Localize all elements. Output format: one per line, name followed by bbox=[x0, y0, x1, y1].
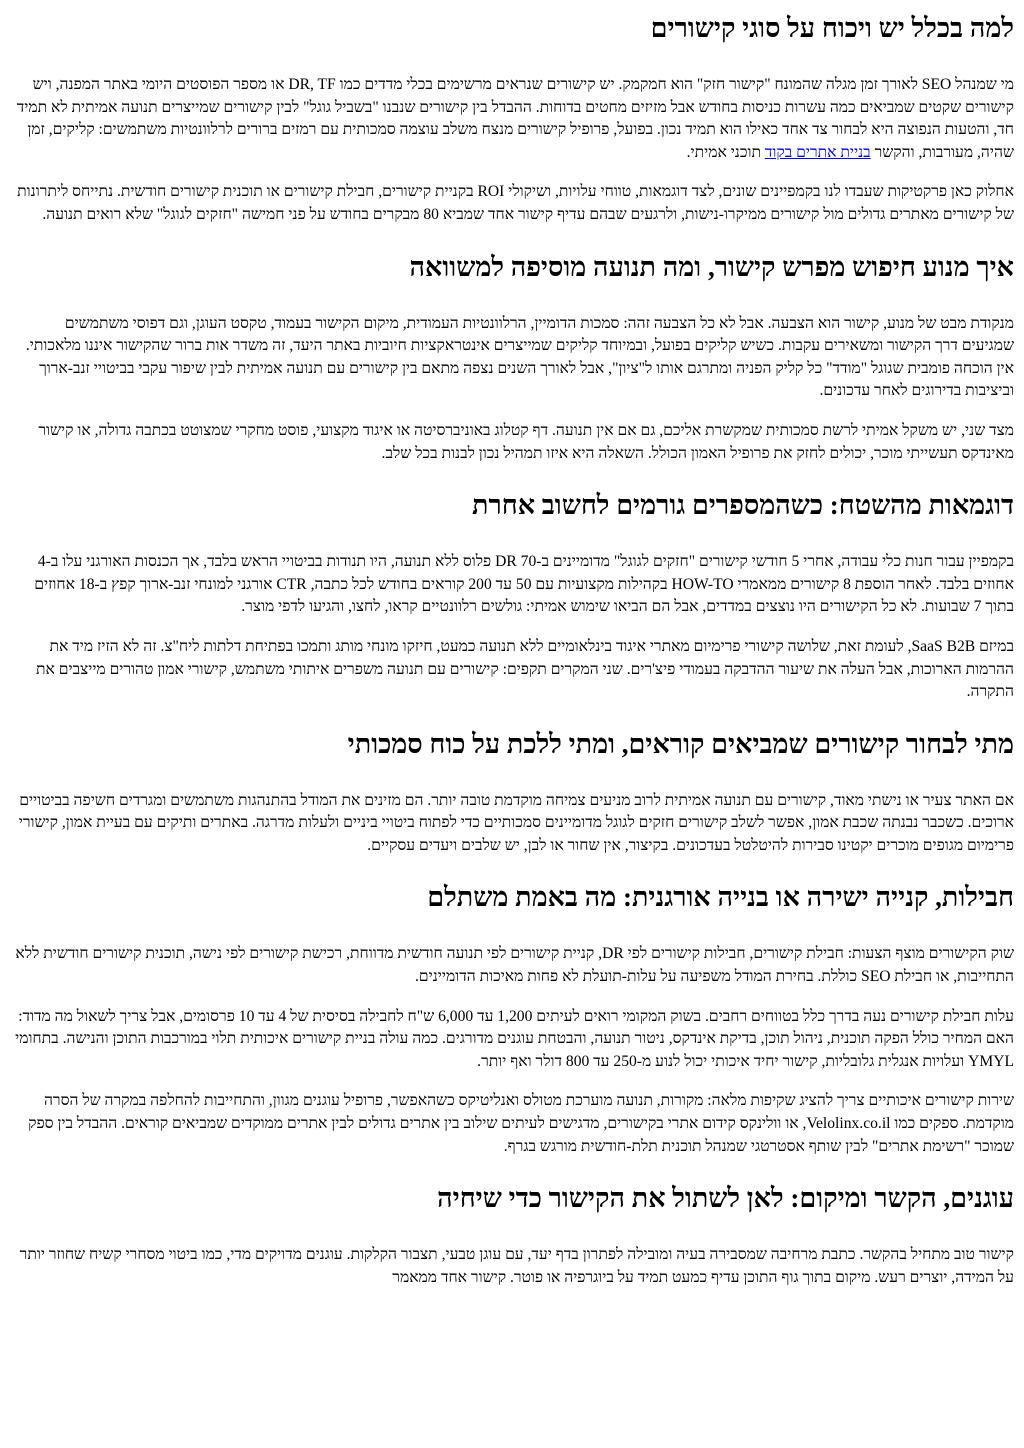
section-anchors bbox=[10, 1178, 1014, 1289]
section-heading: חבילות, קנייה ישירה או בנייה אורגנית: מה באמת משתלם bbox=[427, 882, 1014, 913]
paragraph: אחלוק כאן פרקטיקות שעבדו לנו בקמפיינים שונים, לצד דוגמאות, טווחי עלויות, ושיקולי ROI בקניית קישורים, חבילת קישורים או תוכנית קישורים חודשית. נתייחס ליתרונות של קישורים מאתרים גדולים מול קישורים ממיקרו-נישות, ולרגעים שבהם עדיף קישור אחד שמביא 80 מבקרים בחודש על פני חמישה "חזקים לגוגל" שלא רואים תנועה. bbox=[17, 183, 1014, 223]
section-heading: איך מנוע חיפוש מפרש קישור, ומה תנועה מוסיפה למשוואה bbox=[409, 251, 1014, 282]
paragraph-text: מי שמנהל SEO לאורך זמן מגלה שהמונח "קישור חזק" הוא חמקמק. יש קישורים שנראים מרשימים בכלי מדדים כמו DR, TF או מספר הפוסטים היומי באתר המפנה, ויש קישורים שקטים שמביאים כמה עשרות כניסות בחודש אבל מזיזים מחטים בדוחות. ההבדל בין קישורים שנבנו "בשביל גוגל" לבין קישורים שמייצרים תנועה אמיתית לא תמיד חד, והטעות הנפוצה היא לבחור צד אחד כאילו הוא תמיד נכון. בפועל, פרופיל קישורים מנצח משלב עוצמה סמכותית עם רמזים ברורים לרלוונטיות משתמשים: קליקים, זמן שהיה, מעורבות, והקשר bbox=[16, 76, 1014, 161]
section-why-debate bbox=[10, 8, 1014, 227]
paragraph: אם האתר צעיר או נישתי מאוד, קישורים עם תנועה אמיתית לרוב מניעים צמיחה מוקדמת טובה יותר. הם מזינים את המודל בהתנהגות משתמשים ומגרדים חשיפה בביטויים ארוכים. כשכבר נבנתה שכבת אמון, אפשר לשלב קישורים חזקים לגוגל מדומיינים סמכותיים כדי לפתוח ביטויי ביניים ולעלות מדרגה. באתרים ותיקים עם בעיית אמון, קישורי פרימיום מגופים מוכרים יקטינו סבירות להיטלטל בעדכונים. בקיצור, אין שחור או לבן, יש שלבים ויעדים עסקיים. bbox=[18, 791, 1014, 854]
section-heading: דוגמאות מהשטח: כשהמספרים גורמים לחשוב אחרת bbox=[472, 490, 1014, 521]
section-heading: עוגנים, הקשר ומיקום: לאן לשתול את הקישור כדי שיחיה bbox=[437, 1183, 1014, 1214]
paragraph: במיזם SaaS B2B, לעומת זאת, שלושה קישורי פרימיום מאתרי איגוד בינלאומיים ללא תנועה כמעט, חיזקו מונחי מותג ותמכו בפתיחת דלתות ליח"צ. זה לא הזיז מיד את ההרמות הארוכות, אבל העלה את שיעור ההדבקה בעמודי פיצ'רים. שני המקרים תקפים: קישורים עם תנועה משפרים איתותי משתמש, קישורי אמון טהורים מייצבים את התקרה. bbox=[35, 637, 1014, 701]
paragraph bbox=[10, 74, 1014, 164]
paragraph: עלות חבילת קישורים נעה בדרך כלל בטווחים רחבים. בשוק המקומי רואים לעיתים 1,200 עד 6,000 ש"ח לחבילה בסיסית של 4 עד 10 פרסומים, אבל צריך לשאול מה מדוד: האם המחיר כולל הפקה תוכנית, ניהול תוכן, בדיקת אינדקס, ניטור תנועה, והבטחת עוגנים מדורגים. כמה עולה בניית קישורים איכותית תלוי במורכבות התוכן והנישה. בתחומי YMYL ועלויות אנגלית גלובליות, קישור יחיד איכותי יכול לנוע מ-250 עד 800 דולר ואף יותר. bbox=[15, 1007, 1014, 1070]
section-search-engine bbox=[10, 247, 1014, 466]
paragraph-text: תוכני אמיתי. bbox=[686, 143, 765, 161]
paragraph: מנקודת מבט של מנוע, קישור הוא הצבעה. אבל לא כל הצבעה זהה: סמכות הדומיין, הרלוונטיות העמודית, מיקום הקישור בעמוד, טקסט העוגן, וגם דפוסי משתמשים שמגיעים דרך הקישור ומשאירים עקבות. כשיש קליקים בפועל, ובמיוחד קליקים שמייצרים אינטראקציות חיוביות באתר היעד, זה משדר אות ברור שהקישור איננו מלאכותי. אין הוכחה פומבית שגוגל "מודד" כל קליק הפניה ומתרגם אותו ל"ציון", אבל לאורך השנים נצפה מתאם בין קישורים עם תנועה אמיתית לבין שיפור עקבי בביטויי זנב-ארוך וביציבות בדירוגים לאחר עדכונים. bbox=[25, 314, 1014, 400]
section-heading: מתי לבחור קישורים שמביאים קוראים, ומתי ללכת על כוח סמכותי bbox=[347, 728, 1014, 759]
section-when-to-choose bbox=[10, 724, 1014, 858]
code-websites-link[interactable]: בניית אתרים בקוד bbox=[764, 143, 871, 161]
paragraph: מצד שני, יש משקל אמיתי לרשת סמכותית שמקשרת אליכם, גם אם אין תנועה. דף קטלוג באוניברסיטה או איגוד מקצועי, פוסט מחקרי שמצוטט בכתבה גדולה, או קישור מאינדקס תעשייתי מוכר, יכולים לחזק את פרופיל האמון הכולל. השאלה היא איזו תמהיל נכון לבנות בכל שלב. bbox=[38, 421, 1014, 462]
section-field-examples bbox=[10, 485, 1014, 704]
section-packages bbox=[10, 877, 1014, 1158]
paragraph: קישור טוב מתחיל בהקשר. כתבת מרחיבה שמסבירה בעיה ומובילה לפתרון בדף יעד, עם עוגן טבעי, תצבור הקלקות. עוגנים מדויקים מדי, כמו ביטוי מסחרי קשיח שחוזר יותר על המידה, יוצרים רעש. מיקום בתוך גוף התוכן עדיף כמעט תמיד על ביוגרפיה או פוטר. קישור אחד ממאמר bbox=[19, 1246, 1014, 1286]
paragraph: שירות קישורים איכותיים צריך להציג שקיפות מלאה: מקורות, תנועה מוערכת מטולס ואנליטיקס כשהאפשר, פרופיל עוגנים מגוון, והתחייבות להחלפה במקרה של הסרה מוקדמת. ספקים כמו Velolinx.co.il, או וולינקס קידום אתרי בקישורים, מדגישים לעיתים שילוב בין אתרים גדולים לבין אתרים ממוקדים שמביאים קוראים. ההבדל בין ספק שמוכר "רשימת אתרים" לבין שותף אסטרטגי שמנהל תוכנית תלת-חודשית מורגש בגרף. bbox=[28, 1092, 1014, 1155]
paragraph: בקמפיין עבור חנות כלי עבודה, אחרי 5 חודשי קישורים "חזקים לגוגל" מדומיינים ב-DR 70 פלוס ללא תנועה, היו תנודות בביטויי הראש בלבד, אך הכנסות האורגני עלו ב-4 אחוזים בלבד. לאחר הוספת 8 קישורים ממאמרי HOW-TO בקהילות מקצועיות עם 50 עד 200 קוראים בחודש לכל כתבה, CTR אורגני למונחי זנב-ארוך קפץ ב-18 אחוזים בתוך 7 שבועות. לא כל הקישורים היו נוצצים במדדים, אבל הם הביאו שימוש אמיתי: גולשים רלוונטיים קראו, לחצו, והגיעו לדפי מוצר. bbox=[34, 553, 1014, 616]
section-heading: למה בכלל יש ויכוח על סוגי קישורים bbox=[650, 13, 1014, 43]
paragraph: שוק הקישורים מוצף הצעות: חבילת קישורים, חבילות קישורים לפי DR, קניית קישורים לפי תנועה חודשית מדווחת, רכישת קישורים לפי נישה, תוכנית קישורים חודשית ללא התחייבות, או חבילת SEO כוללת. בחירת המודל משפיעה על עלות-תועלת לא פחות מאיכות הדומיינים. bbox=[15, 945, 1014, 986]
